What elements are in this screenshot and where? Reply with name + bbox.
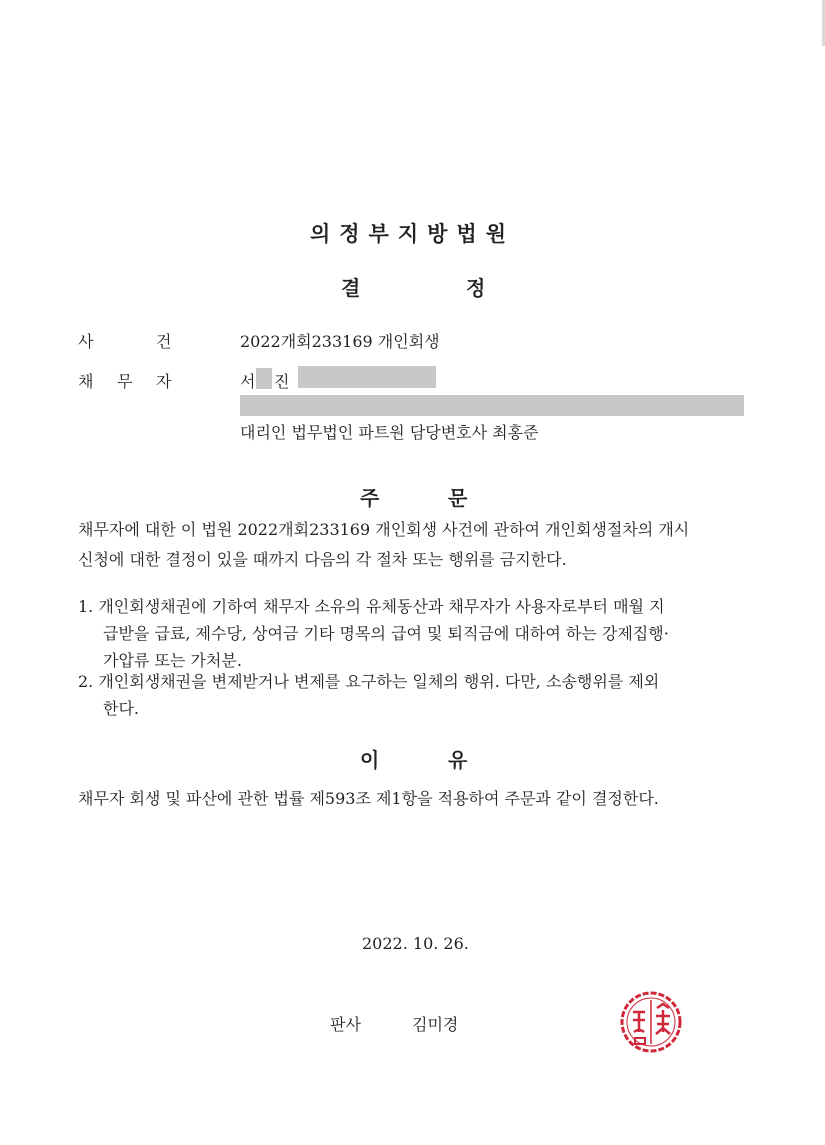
item-line: 한다. xyxy=(103,699,139,718)
debtor-label-1: 채 xyxy=(78,372,94,391)
case-number: 2022개회233169 개인회생 xyxy=(240,332,440,351)
case-label-left: 사 xyxy=(78,332,94,351)
debtor-label-2: 무 xyxy=(117,372,133,391)
case-label-right: 건 xyxy=(156,332,172,351)
order-item-2 xyxy=(78,668,659,722)
decision-date: 2022. 10. 26. xyxy=(362,934,469,953)
judge-name: 김미경 xyxy=(412,1015,459,1034)
order-paragraph xyxy=(78,515,750,575)
debtor-name-first: 서 xyxy=(240,372,256,391)
item-line: 1. 개인회생채권에 기하여 채무자 소유의 유체동산과 채무자가 사용자로부터 매월 지 xyxy=(78,597,665,616)
order-heading-right: 문 xyxy=(448,486,468,510)
debtor-address-redaction xyxy=(240,395,744,416)
reason-heading-left: 이 xyxy=(360,748,380,772)
order-line: 신청에 대한 결정이 있을 때까지 다음의 각 절차 또는 행위를 금지한다. xyxy=(78,550,567,569)
doc-title-left: 결 xyxy=(341,276,361,300)
debtor-label-3: 자 xyxy=(156,372,172,391)
order-heading-left: 주 xyxy=(360,486,380,510)
judge-seal-stamp xyxy=(619,990,683,1054)
item-line: 2. 개인회생채권을 변제받거나 변제를 요구하는 일체의 행위. 다만, 소송행위를 제외 xyxy=(78,672,660,691)
agent-line: 대리인 법무법인 파트원 담당변호사 최홍준 xyxy=(240,423,539,442)
doc-title-right: 정 xyxy=(466,276,486,300)
debtor-name-redaction xyxy=(256,368,272,389)
reason-text: 채무자 회생 및 파산에 관한 법률 제593조 제1항을 적용하여 주문과 같이 결정한다. xyxy=(78,789,659,808)
order-item-1 xyxy=(78,593,669,674)
item-line: 급받을 급료, 제수당, 상여금 기타 명목의 급여 및 퇴직금에 대하여 하는 강제집행· xyxy=(103,624,669,643)
item-line: 가압류 또는 가처분. xyxy=(103,651,242,670)
reason-heading-right: 유 xyxy=(448,748,468,772)
debtor-name-last: 진 xyxy=(274,372,290,391)
judge-title: 판사 xyxy=(330,1015,361,1034)
debtor-id-redaction xyxy=(298,366,436,388)
court-name: 의정부지방법원 xyxy=(309,222,515,246)
order-line: 채무자에 대한 이 법원 2022개회233169 개인회생 사건에 관하여 개인회생절차의 개시 xyxy=(78,520,690,539)
